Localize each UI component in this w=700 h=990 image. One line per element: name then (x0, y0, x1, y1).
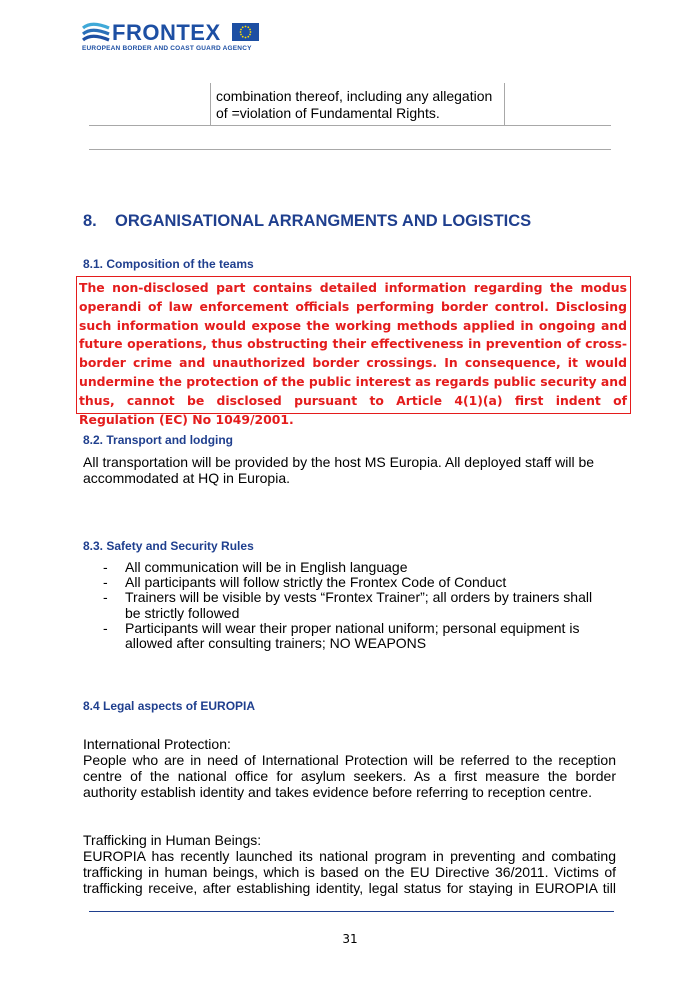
redaction-notice: The non-disclosed part contains detailed information regarding the modus operandi of law enforcement officials performing border control. Disclosing such information would expose the working methods applied in ongoing and future operations, thus obstructing their effectiveness in prevention of cross-border crime and unauthorized border crossings. In consequence, it would undermine the protection of the public interest as regards public security and thus, cannot be disclosed pursuant to Article 4(1)(a) first indent of Regulation (EC) No 1049/2001. (79, 280, 627, 427)
bullet-dash: - (103, 574, 108, 591)
subsection-heading-8-2: 8.2. Transport and lodging (83, 433, 234, 447)
transport-paragraph: All transportation will be provided by the host MS Europia. All deployed staff will be accommodated at HQ in Europia. (83, 454, 595, 486)
bullet-dash: - (103, 559, 108, 575)
paragraph-title: Trafficking in Human Beings: (83, 832, 262, 848)
table-divider (210, 83, 211, 125)
footer-divider (89, 911, 614, 912)
subsection-heading-8-4: 8.4 Legal aspects of EUROPIA (83, 699, 256, 713)
list-item (100, 621, 600, 651)
list-item-text: Trainers will be visible by vests “Frontex Trainer”; all orders by trainers shall be strictly followed (125, 589, 593, 621)
list-item-text: All communication will be in English language (125, 559, 408, 575)
list-item (100, 590, 600, 620)
logo-wordmark: FRONTEX (112, 20, 221, 45)
list-item (100, 560, 620, 575)
table-fragment (89, 83, 611, 126)
subsection-heading-8-3: 8.3. Safety and Security Rules (83, 539, 254, 553)
frontex-logo (80, 20, 280, 60)
section-heading (83, 212, 531, 231)
page-number: 31 (342, 932, 358, 946)
table-cell-line: combination thereof, including any allegation (216, 88, 493, 104)
paragraph-title: International Protection: (83, 736, 231, 752)
list-item (100, 575, 620, 590)
table-divider (504, 83, 505, 125)
bullet-dash: - (103, 589, 108, 606)
section-number: 8. (83, 212, 97, 230)
international-protection-paragraph: People who are in need of International Protection will be referred to the reception centre of the national office for asylum seekers. As a first measure the border authority establish identity and takes evidence before referring to reception centre. (83, 752, 616, 800)
bullet-dash: - (103, 619, 108, 636)
redaction-box (76, 276, 631, 427)
eu-flag-icon (232, 23, 259, 41)
list-item-text: Participants will wear their proper national uniform; personal equipment is allowed after consulting trainers; NO WEAPONS (125, 619, 580, 652)
subsection-heading-8-1: 8.1. Composition of the teams (83, 257, 254, 271)
table-cell (216, 88, 492, 122)
table-cell-line: of =violation of Fundamental Rights. (216, 105, 440, 121)
section-divider (89, 149, 611, 150)
logo-subtitle: EUROPEAN BORDER AND COAST GUARD AGENCY (82, 45, 252, 52)
frontex-waves-icon (82, 22, 110, 44)
list-item-text: All participants will follow strictly the Frontex Code of Conduct (125, 574, 507, 591)
safety-rules-list (100, 560, 620, 651)
trafficking-paragraph: EUROPIA has recently launched its national program in preventing and combating trafficking in human beings, which is based on the EU Directive 36/2011. Victims of trafficking receive, after establishing identity, legal status for staying in EUROPIA till (83, 848, 616, 896)
section-title: ORGANISATIONAL ARRANGMENTS AND LOGISTICS (115, 212, 532, 230)
